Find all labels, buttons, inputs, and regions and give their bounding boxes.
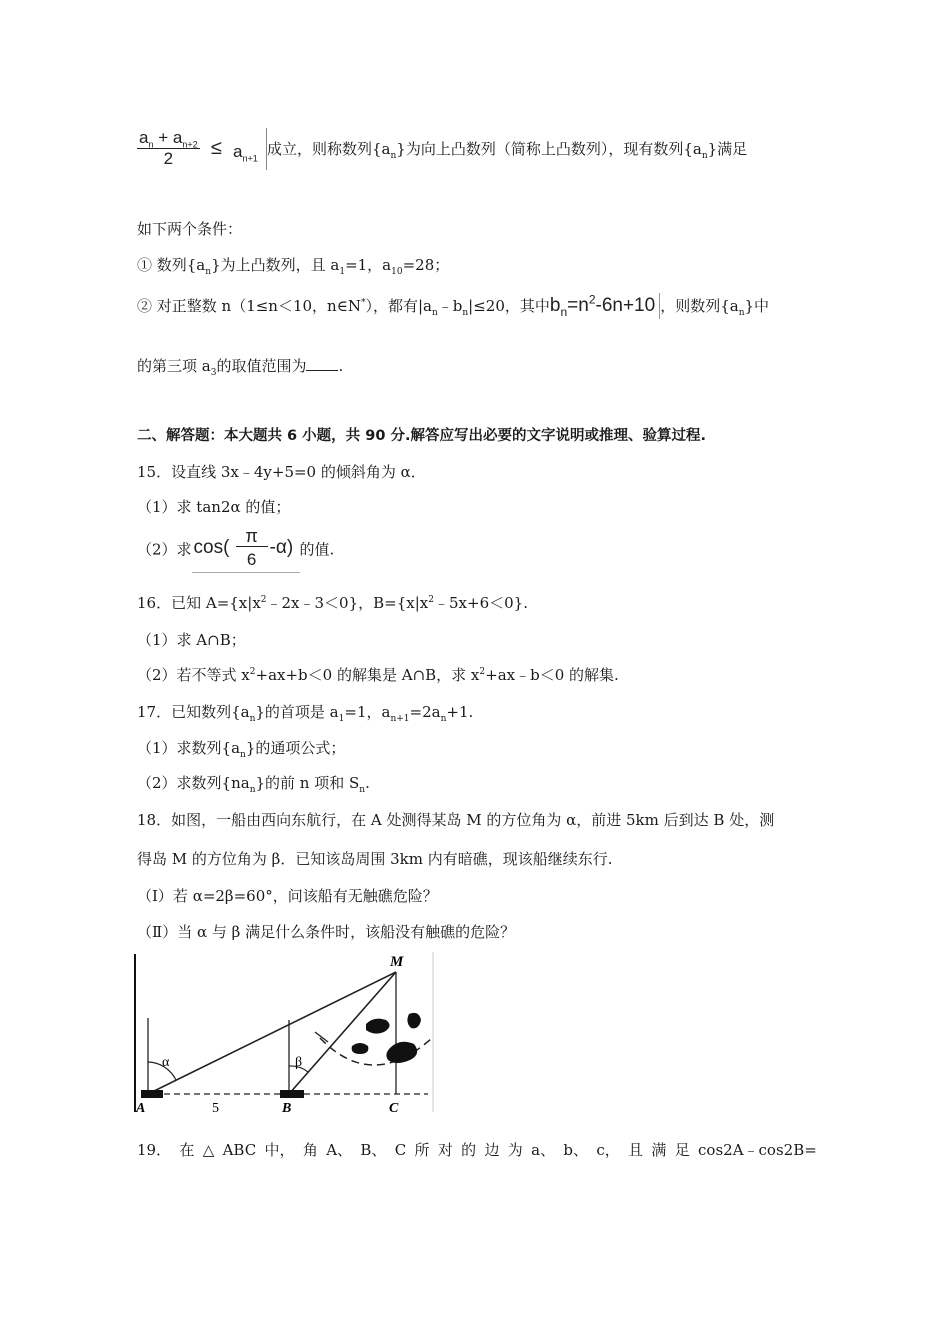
label-A: A (136, 1101, 146, 1116)
line-AM (148, 972, 396, 1094)
convex-inequality-formula: $\frac{a_n + a_{n+2}}{2}$ ≤ $a_{n+1}$ (137, 128, 267, 170)
q18-line1: 18．如图，一船由西向东航行，在 A 处测得某岛 M 的方位角为 α，前进 5km 后到达 B 处，测 (137, 811, 775, 829)
answer-blank (306, 356, 338, 371)
q19-stem (137, 1140, 817, 1160)
q17-stem: 17．已知数列$\{a_n\}$的首项是 $a_1=1$，$a_{n+1}=2a_n+1$. (137, 703, 474, 724)
p14-line2: 如下两个条件： (137, 220, 243, 238)
ship-marker-A (141, 1090, 163, 1098)
p14-condition-2: ② 对正整数 n（1≤n＜10，n∈N*），都有$|a_n﹣b_n|\le 20$，其中$b_n=n^2-6n+10$ ，则数列$\{a_n\}$中 (137, 292, 770, 319)
label-B: B (282, 1101, 292, 1116)
q19-token: 19． (137, 1141, 172, 1159)
q16-part2: （2）若不等式 $x^2+ax+b<0$ 的解集是 A∩B，求 $x^2+ax﹣b<0$ 的解集. (137, 666, 619, 684)
q15-stem: 15．设直线 3x﹣4y+5=0 的倾斜角为 α． (137, 463, 426, 481)
reef-blob-4 (386, 1042, 417, 1063)
reef-blob-1 (366, 1019, 390, 1034)
q19-token: 为 (507, 1141, 523, 1159)
q19-token: A、 (326, 1141, 353, 1159)
p14-last-line: 的第三项 $a_3$的取值范围为 . (137, 357, 344, 378)
q16-stem: 16．已知 $A=\{x|x^2﹣2x﹣3<0\}$，$B=\{x|x^2﹣5x+6<0\}$. (137, 594, 528, 612)
q17-part1: （1）求数列$\{a_n\}$的通项公式； (137, 739, 346, 760)
q18-part2: （Ⅱ）当 α 与 β 满足什么条件时，该船没有触礁的危险？ (137, 923, 516, 941)
q19-token: 在 (179, 1141, 195, 1159)
q19-token: 对 (437, 1141, 453, 1159)
q19-token: 边 (484, 1141, 500, 1159)
q19-token: 所 (414, 1141, 430, 1159)
q19-token: B、 (360, 1141, 387, 1159)
label-distance-5: 5 (212, 1101, 219, 1116)
reef-blob-2 (407, 1013, 421, 1028)
p14-line1: $\frac{a_n + a_{n+2}}{2}$ ≤ $a_{n+1}$ 成立，则称数列$\{a_n\}$为向上凸数列（简称上凸数列），现有数列$\{a_n\}$满足 (139, 128, 748, 168)
section-2-heading: 二、解答题：本大题共 6 小题，共 90 分.解答应写出必要的文字说明或推理、验算过程. (137, 428, 706, 444)
q19-token: △ (202, 1141, 215, 1159)
q17-part2: （2）求数列$\{na_n\}$的前 n 项和 $S_n$. (137, 774, 370, 795)
q19-token: 的 (461, 1141, 477, 1159)
q18-part1: （Ⅰ）若 α=2β=60°，问该船有无触礁危险？ (137, 887, 438, 905)
q19-token: c， (596, 1141, 620, 1159)
q19-token: 角 (302, 1141, 318, 1159)
q19-token: 且 (628, 1141, 644, 1159)
q19-token: C (394, 1141, 407, 1159)
ship-island-figure (132, 952, 437, 1118)
q19-token: b、 (563, 1141, 588, 1159)
label-M: M (390, 954, 404, 970)
q19-token: 足 (674, 1141, 690, 1159)
q18-line2: 得岛 M 的方位角为 β．已知该岛周围 3km 内有暗礁，现该船继续东行. (137, 850, 613, 868)
q16-part1: （1）求 A∩B； (137, 631, 246, 649)
q19-token: 中， (264, 1141, 295, 1159)
p14-condition-1: ① 数列$\{a_n\}$为上凸数列，且 $a_1=1$，$a_{10}=28$； (137, 256, 450, 277)
q19-token: ABC (222, 1141, 257, 1159)
cos-expression: cos( π 6 -α) (192, 526, 300, 573)
q15-part1: （1）求 tan2α 的值； (137, 498, 291, 516)
bn-formula: $b_n=n^2-6n+10$ (550, 293, 660, 319)
q15-part2: （2）求 cos( π 6 -α) 的值. (137, 526, 334, 572)
q19-token: 满 (651, 1141, 667, 1159)
q19-token: cos2A﹣cos2B= (698, 1141, 817, 1159)
label-beta: β (295, 1055, 303, 1070)
ship-marker-B (280, 1090, 304, 1098)
label-C: C (389, 1101, 399, 1116)
reef-blob-3 (352, 1043, 369, 1054)
q19-token: a、 (531, 1141, 556, 1159)
label-alpha: α (162, 1055, 170, 1070)
